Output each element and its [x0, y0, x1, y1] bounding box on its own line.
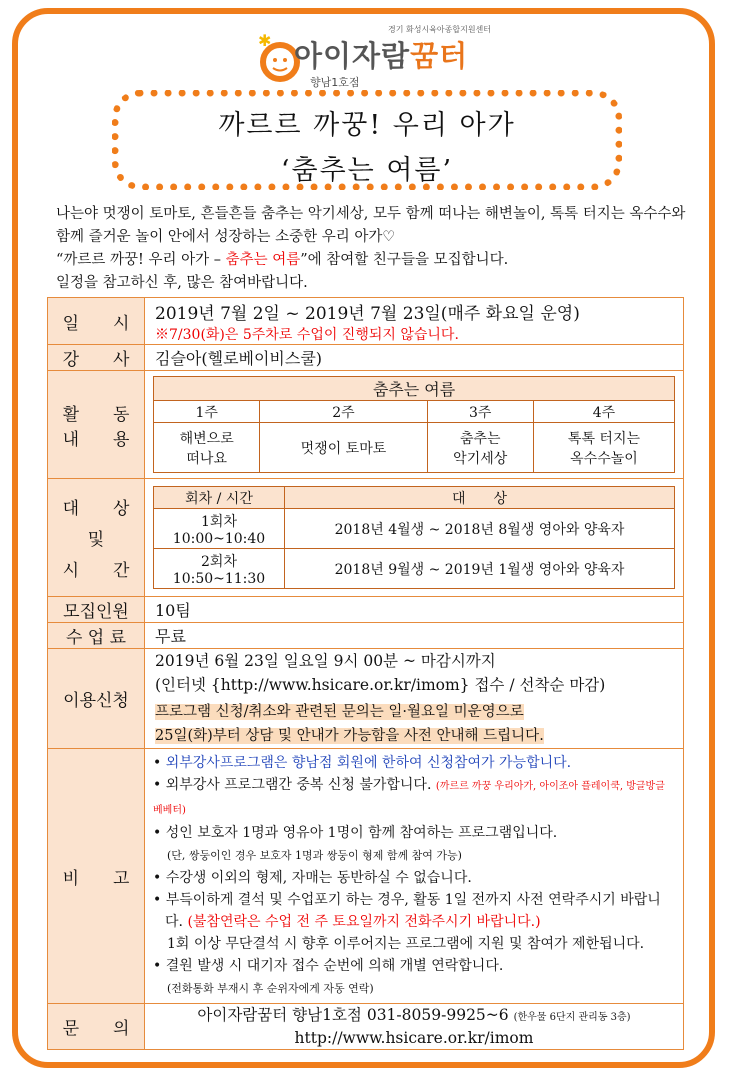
- apply-line2: (인터넷 {http://www.hsicare.or.kr/imom} 접수 / 선착순 마감): [155, 676, 606, 694]
- note-item: • 외부강사 프로그램간 중복 신청 불가합니다. (까르르 까꿍 우리아가, 아이조아 플레이쿡, 방글방글 베베터): [153, 777, 665, 816]
- apply-notice1: 프로그램 신청/취소와 관련된 문의는 일·월요일 미운영으로: [155, 704, 524, 720]
- week-2-content: 멋쟁이 토마토: [260, 423, 427, 473]
- recruit-label: 모집인원: [48, 597, 145, 623]
- date-label: 일 시: [48, 298, 145, 345]
- note-sub: (전화통화 부재시 후 순위자에게 자동 연락): [167, 982, 374, 995]
- session-1-time: 1회차 10:00~10:40: [154, 509, 285, 549]
- week-4-label: 4주: [533, 401, 674, 423]
- date-note: ※7/30(화)은 5주차로 수업이 진행되지 않습니다.: [155, 326, 459, 343]
- fee-label: 수 업 료: [48, 623, 145, 649]
- brand-name: 아이자람꿈터: [294, 39, 469, 73]
- activity-table: [153, 376, 675, 473]
- session-table: [153, 486, 675, 589]
- note-sub: (단, 쌍둥이인 경우 보호자 1명과 쌍둥이 형제 함께 참여 가능): [167, 849, 462, 862]
- intro-line3: 일정을 참고하신 후, 많은 참여바랍니다.: [56, 275, 308, 291]
- apply-label: 이용신청: [48, 649, 145, 749]
- note-item: • 부득이하게 결석 및 수업포기 하는 경우, 활동 1일 전까지 사전 연락주시기 바랍니다. (불참연락은 수업 전 주 토요일까지 전화주시기 바랍니다.): [153, 892, 661, 930]
- session-2-time: 2회차 10:50~11:30: [154, 549, 285, 589]
- target-header: 대 상: [285, 487, 675, 509]
- fee-value: 무료: [145, 623, 684, 649]
- session-header: 회차 / 시간: [154, 487, 285, 509]
- recruit-value: 10팀: [145, 597, 684, 623]
- svg-text:✱: ✱: [258, 32, 272, 50]
- apply-line1: 2019년 6월 23일 일요일 9시 00분 ~ 마감시까지: [155, 652, 496, 670]
- contact-line1: 아이자람꿈터 향남1호점 031-8059-9925~6 (한우물 6단지 관리동 3층): [197, 1005, 631, 1024]
- title-line2: ‘춤추는 여름’: [280, 155, 454, 186]
- note-label: 비 고: [48, 749, 145, 1004]
- intro-line2: “까르르 까꿍! 우리 아가 – 춤추는 여름”에 참여할 친구들을 모집합니다.: [56, 252, 509, 268]
- note-item: • 외부강사프로그램은 향남점 회원에 한하여 신청참여가 가능합니다.: [153, 755, 572, 771]
- info-table: [47, 297, 684, 1050]
- session-1-target: 2018년 4월생 ~ 2018년 8월생 영아와 양육자: [285, 509, 675, 549]
- note-item: • 수강생 이외의 형제, 자매는 동반하실 수 없습니다.: [153, 870, 472, 886]
- notes-list: [153, 752, 677, 1000]
- target-label: 대 상 및 시 간: [48, 479, 145, 597]
- title-box: [112, 90, 622, 190]
- date-value: 2019년 7월 2일 ~ 2019년 7월 23일(매주 화요일 운영): [155, 303, 580, 324]
- intro-text: [56, 203, 696, 295]
- note-sub: 1회 이상 무단결석 시 향후 이루어지는 프로그램에 지원 및 참여가 제한됩니다.: [167, 936, 645, 952]
- logo: [258, 22, 498, 92]
- apply-notice2: 25일(화)부터 상담 및 안내가 가능함을 사전 안내해 드립니다.: [155, 728, 544, 744]
- week-4-content: 톡톡 터지는 옥수수놀이: [533, 423, 674, 473]
- branch-name: 향남1호점: [310, 76, 360, 89]
- week-1-label: 1주: [154, 401, 260, 423]
- note-item: • 결원 발생 시 대기자 접수 순번에 의해 개별 연락합니다.: [153, 958, 504, 974]
- week-3-content: 춤추는 악기세상: [427, 423, 533, 473]
- week-3-label: 3주: [427, 401, 533, 423]
- contact-url[interactable]: http://www.hsicare.or.kr/imom: [294, 1028, 534, 1047]
- note-item: • 성인 보호자 1명과 영유아 1명이 함께 참여하는 프로그램입니다.: [153, 825, 558, 841]
- teacher-label: 강 사: [48, 345, 145, 371]
- title-line1: 까르르 까꿍! 우리 아가: [218, 110, 516, 141]
- week-2-label: 2주: [260, 401, 427, 423]
- week-1-content: 해변으로 떠나요: [154, 423, 260, 473]
- contact-label: 문 의: [48, 1004, 145, 1050]
- session-2-target: 2018년 9월생 ~ 2019년 1월생 영아와 양육자: [285, 549, 675, 589]
- activity-title: 춤추는 여름: [154, 377, 675, 401]
- activity-label: 활 동 내 용: [48, 371, 145, 479]
- intro-line1: 나는야 멋쟁이 토마토, 흔들흔들 춤추는 악기세상, 모두 함께 떠나는 해변놀이, 톡톡 터지는 옥수수와 함께 즐거운 놀이 안에서 성장하는 소중한 우리 아가♡: [56, 206, 686, 245]
- teacher-value: 김슬아(헬로베이비스쿨): [145, 345, 684, 371]
- org-name: 경기 화성시육아종합지원센터: [388, 25, 492, 34]
